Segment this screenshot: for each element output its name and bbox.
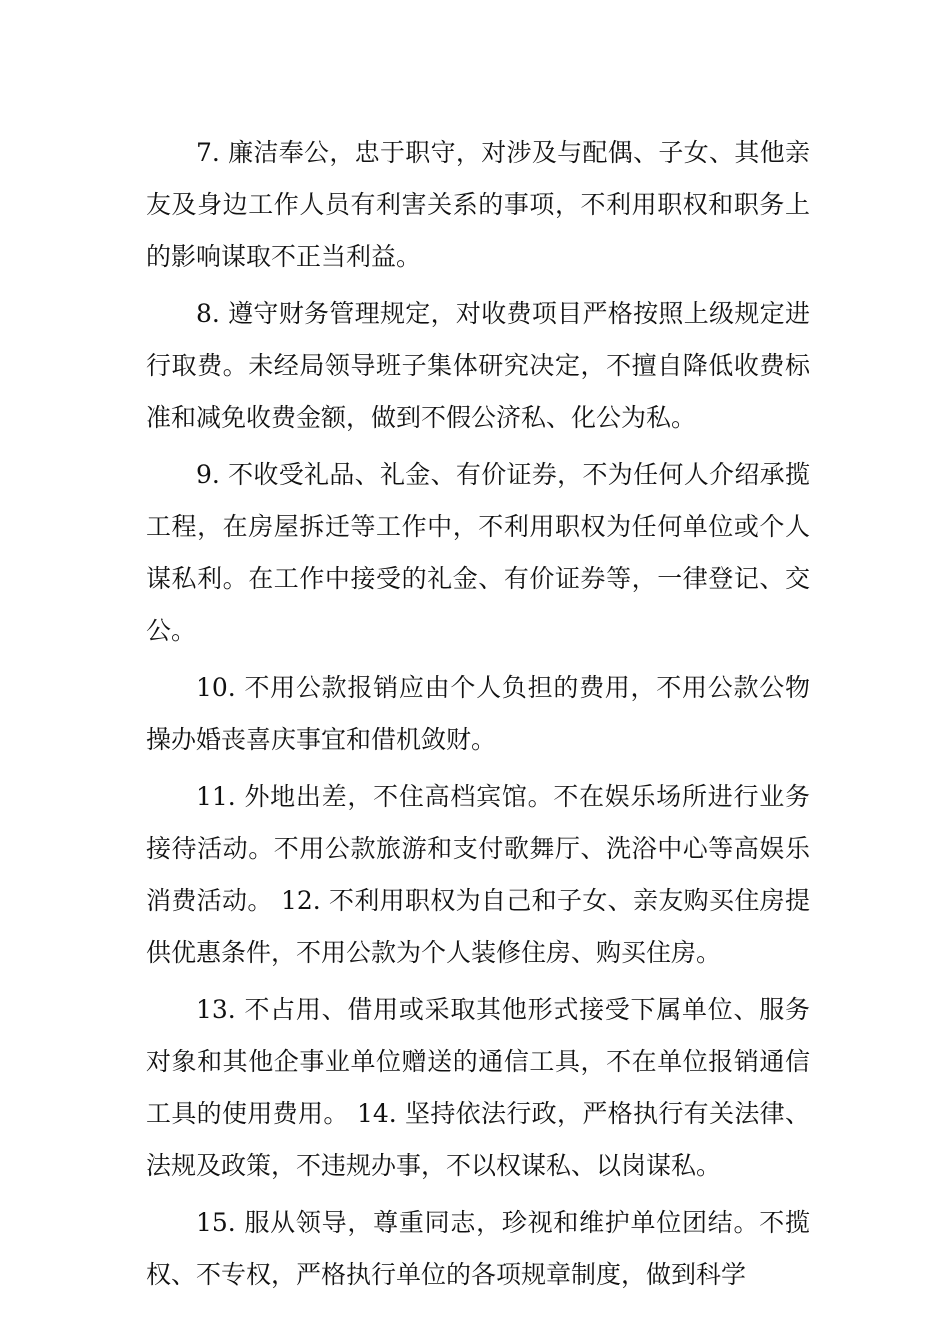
paragraph-10: 10. 不用公款报销应由个人负担的费用，不用公款公物操办婚丧喜庆事宜和借机敛财。 (146, 673, 810, 754)
paragraph-15: 15. 服从领导，尊重同志，珍视和维护单位团结。不揽权、不专权，严格执行单位的各项规章制度，做到科学 (146, 1208, 810, 1289)
paragraph-8: 8. 遵守财务管理规定，对收费项目严格按照上级规定进行取费。未经局领导班子集体研究决定，不擅自降低收费标准和减免收费金额，做到不假公济私、化公为私。 (146, 299, 810, 432)
paragraph-9: 9. 不收受礼品、礼金、有价证券，不为任何人介绍承揽工程，在房屋拆迁等工作中，不利用职权为任何单位或个人谋私利。在工作中接受的礼金、有价证券等，一律登记、交公。 (146, 460, 810, 645)
document-body (146, 127, 810, 1306)
paragraph-7: 7. 廉洁奉公，忠于职守，对涉及与配偶、子女、其他亲友及身边工作人员有利害关系的事项，不利用职权和职务上的影响谋取不正当利益。 (146, 138, 810, 271)
paragraph-13-14: 13. 不占用、借用或采取其他形式接受下属单位、服务对象和其他企事业单位赠送的通信工具，不在单位报销通信工具的使用费用。 14. 坚持依法行政，严格执行有关法律、法规及政策，不违规办事，不以权谋私、以岗谋私。 (146, 995, 810, 1180)
paragraph-11-12: 11. 外地出差，不住高档宾馆。不在娱乐场所进行业务接待活动。不用公款旅游和支付歌舞厅、洗浴中心等高娱乐消费活动。 12. 不利用职权为自己和子女、亲友购买住房提供优惠条件，不用公款为个人装修住房、购买住房。 (146, 782, 810, 967)
